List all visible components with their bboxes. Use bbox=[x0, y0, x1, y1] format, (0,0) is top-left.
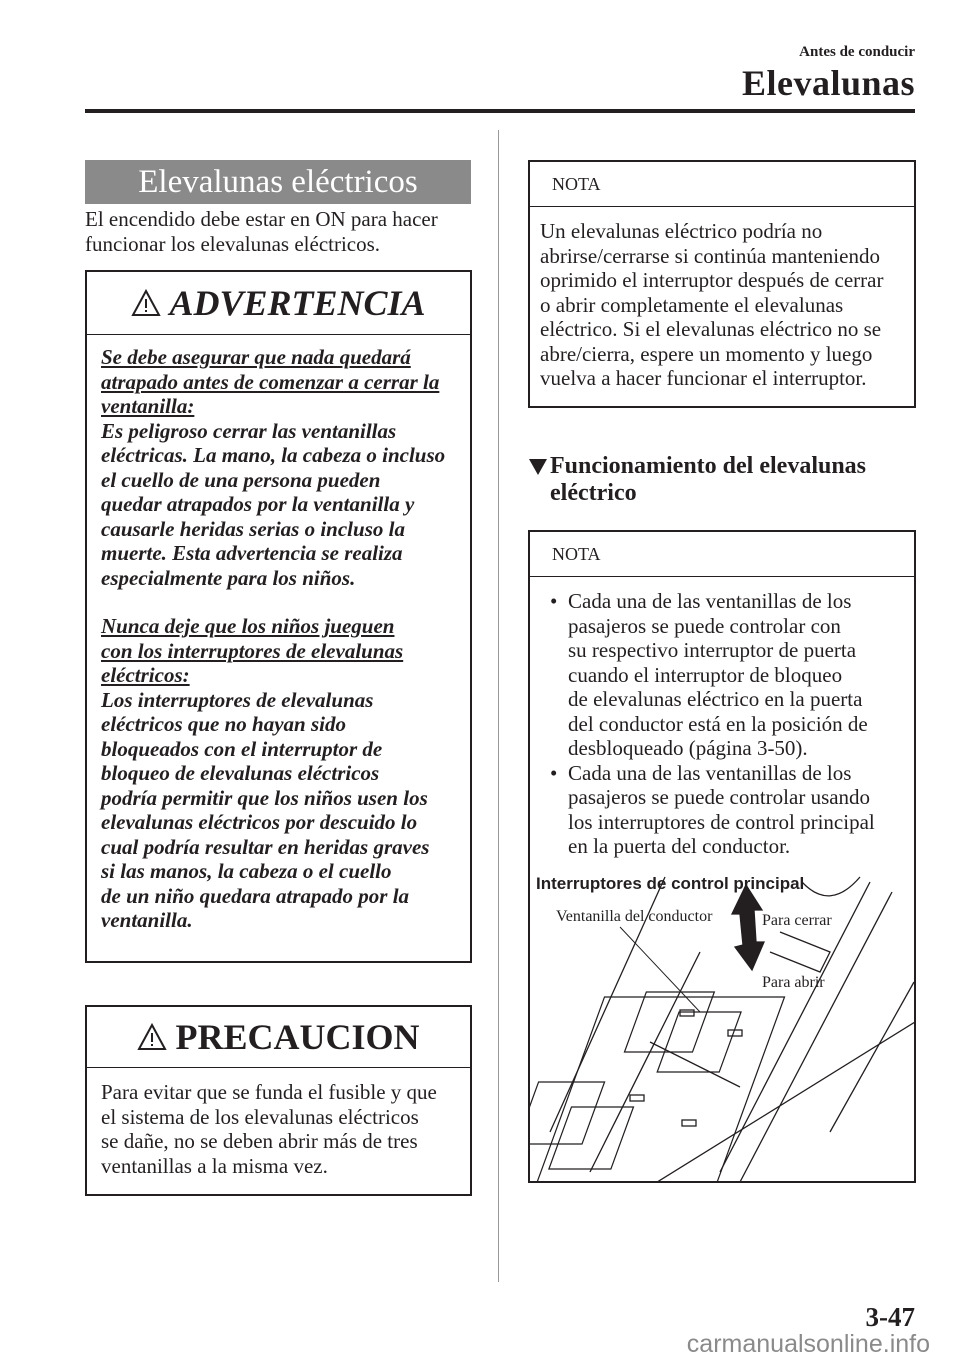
text-line: muerte. Esta advertencia se realiza bbox=[101, 541, 403, 565]
section-heading bbox=[528, 453, 866, 507]
caution-header bbox=[87, 1007, 470, 1068]
caution-box bbox=[85, 1005, 472, 1196]
text-line: eléctricos: bbox=[101, 663, 190, 687]
text-line: Es peligroso cerrar las ventanillas bbox=[101, 418, 397, 443]
text-line: ventanilla. bbox=[101, 908, 193, 932]
header-rule bbox=[85, 109, 915, 113]
text-line: abre/cierra, espere un momento y luego bbox=[540, 341, 873, 366]
text-line: abrirse/cerrarse si continúa manteniendo bbox=[540, 243, 880, 268]
text-line: quedar atrapados por la ventanilla y bbox=[101, 492, 415, 516]
caution-text bbox=[101, 1080, 437, 1178]
text-line: su respectivo interruptor de puerta bbox=[568, 638, 857, 662]
text-line: causarle heridas serias o incluso la bbox=[101, 516, 405, 541]
text-line: ventanilla: bbox=[101, 394, 195, 418]
warning-block1-text bbox=[101, 419, 445, 591]
figure-main-label: Interruptores de control principal bbox=[536, 874, 805, 893]
text-line: con los interruptores de elevalunas bbox=[101, 638, 404, 663]
text-line: o abrir completamente el elevalunas bbox=[540, 292, 844, 317]
text-line: los interruptores de control principal bbox=[568, 809, 875, 834]
text-line: en la puerta del conductor. bbox=[568, 834, 791, 858]
note-label: NOTA bbox=[530, 532, 914, 577]
bullet-char: • bbox=[550, 589, 558, 613]
text-line: eléctricas. La mano, la cabeza o incluso bbox=[101, 443, 446, 467]
text-line: de elevalunas eléctrico en la puerta bbox=[568, 687, 863, 711]
text-line: especialmente para los niños. bbox=[101, 565, 356, 590]
warning-triangle-icon bbox=[131, 289, 161, 317]
text-line: Funcionamiento del elevalunas bbox=[550, 453, 867, 479]
note-text bbox=[540, 219, 883, 391]
text-line: de un niño quedara atrapado por la bbox=[101, 883, 410, 908]
text-line: funcionar los elevalunas eléctricos. bbox=[85, 231, 381, 256]
text-line: ventanillas a la misma vez. bbox=[101, 1153, 328, 1178]
text-line: eléctrico. Si el elevalunas eléctrico no se bbox=[540, 317, 882, 341]
text-line: cuando el interruptor de bloqueo bbox=[568, 662, 843, 687]
text-line: Un elevalunas eléctrico podría no bbox=[540, 219, 823, 243]
bullet-text bbox=[568, 761, 875, 859]
text-line: eléctrico bbox=[550, 480, 637, 506]
watermark: carmanualsonline.info bbox=[686, 1330, 930, 1358]
bullet-char: • bbox=[550, 760, 558, 785]
warning-triangle-icon bbox=[137, 1023, 167, 1051]
text-line: podría permitir que los niños usen los bbox=[101, 785, 428, 810]
text-line: oprimido el interruptor después de cerrar bbox=[540, 268, 884, 292]
figure-close-label: Para cerrar bbox=[762, 912, 832, 929]
note-box-2 bbox=[528, 530, 916, 1183]
note-box-1 bbox=[528, 160, 916, 408]
text-line: pasajeros se puede controlar con bbox=[568, 613, 841, 638]
text-line: cual podría resultar en heridas graves bbox=[101, 834, 430, 859]
text-line: El encendido debe estar en ON para hacer bbox=[85, 207, 438, 231]
warning-label: ADVERTENCIA bbox=[169, 283, 426, 323]
text-line: desbloqueado (página 3-50). bbox=[568, 736, 808, 760]
text-line: elevalunas eléctricos por descuido lo bbox=[101, 810, 418, 834]
text-line: Nunca deje que los niños jueguen bbox=[101, 614, 395, 638]
text-line: vuelva a hacer funcionar el interruptor. bbox=[540, 366, 867, 390]
text-line: el cuello de una persona pueden bbox=[101, 467, 381, 492]
text-line: se dañe, no se deben abrir más de tres bbox=[101, 1129, 418, 1153]
text-line: si las manos, la cabeza o el cuello bbox=[101, 859, 392, 883]
header-title: Elevalunas bbox=[741, 63, 915, 103]
column-divider bbox=[498, 130, 499, 1282]
text-line: Cada una de las ventanillas de los bbox=[568, 760, 852, 785]
text-line: pasajeros se puede controlar usando bbox=[568, 785, 871, 809]
header-section: Antes de conducir bbox=[799, 44, 915, 60]
page-number: 3-47 bbox=[865, 1302, 915, 1332]
caution-label: PRECAUCION bbox=[175, 1017, 420, 1057]
bullet-text bbox=[568, 589, 875, 761]
note-label: NOTA bbox=[530, 162, 914, 207]
intro-text bbox=[85, 207, 438, 256]
text-line: bloqueados con el interruptor de bbox=[101, 736, 383, 761]
warning-block2-text bbox=[101, 688, 445, 933]
warning-block2-heading bbox=[101, 614, 445, 688]
warning-block1-heading bbox=[101, 345, 445, 419]
text-line: bloqueo de elevalunas eléctricos bbox=[101, 761, 380, 785]
bullet-item bbox=[550, 589, 875, 761]
figure-driver-label: Ventanilla del conductor bbox=[556, 908, 713, 925]
triangle-marker-icon bbox=[528, 458, 548, 476]
text-line: Cada una de las ventanillas de los bbox=[568, 589, 852, 613]
section-heading-text bbox=[528, 453, 866, 507]
text-line: eléctricos que no hayan sido bbox=[101, 712, 346, 736]
figure-open-label: Para abrir bbox=[762, 974, 825, 991]
text-line: atrapado antes de comenzar a cerrar la bbox=[101, 369, 440, 394]
window-switch-figure bbox=[530, 872, 914, 1182]
note-bullets bbox=[550, 589, 875, 859]
text-line: Se debe asegurar que nada quedará bbox=[101, 345, 411, 369]
warning-box bbox=[85, 270, 472, 963]
text-line: Para evitar que se funda el fusible y que bbox=[101, 1080, 437, 1104]
bullet-item bbox=[550, 760, 875, 859]
text-line: Los interruptores de elevalunas bbox=[101, 687, 374, 712]
section-title: Elevalunas eléctricos bbox=[85, 160, 471, 204]
warning-header bbox=[87, 272, 470, 335]
text-line: el sistema de los elevalunas eléctricos bbox=[101, 1104, 419, 1129]
text-line: del conductor está en la posición de bbox=[568, 711, 868, 736]
